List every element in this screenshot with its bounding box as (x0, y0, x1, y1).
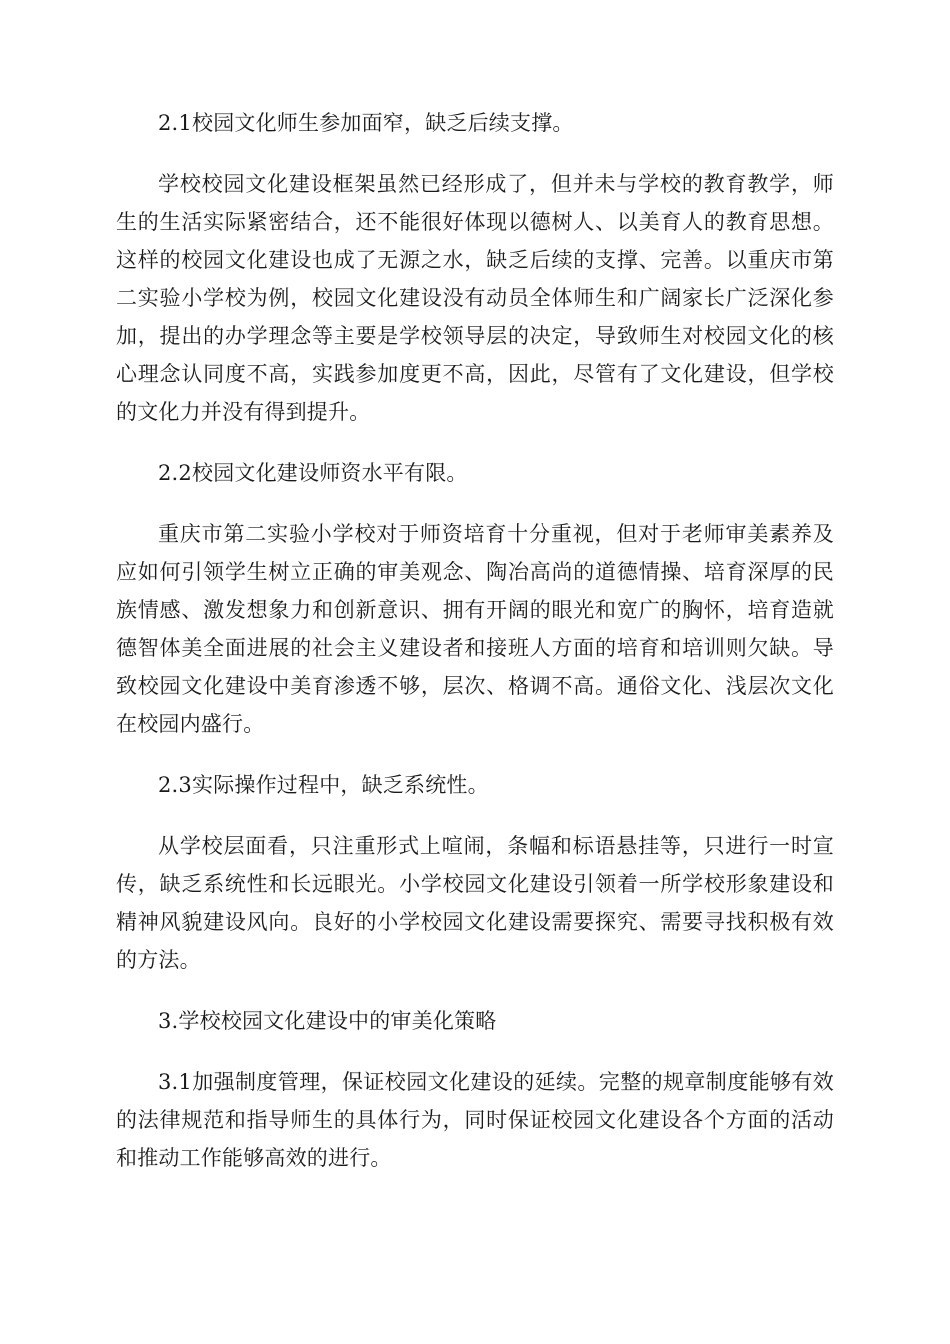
section-heading-2-2: 2.2校园文化建设师资水平有限。 (158, 461, 468, 485)
body-paragraph: 学校校园文化建设框架虽然已经形成了，但并未与学校的教育教学，师生的生活实际紧密结合，还不能很好体现以德树人、以美育人的教育思想。这样的校园文化建设也成了无源之水，缺乏后续的支撑、完善。以重庆市第二实验小学校为例，校园文化建设没有动员全体师生和广阔家长广泛深化参加，提出的办学理念等主要是学校领导层的决定，导致师生对校园文化的核心理念认同度不高，实践参加度更不高，因此，尽管有了文化建设，但学校的文化力并没有得到提升。 (116, 172, 834, 424)
body-paragraph: 从学校层面看，只注重形式上喧闹，条幅和标语悬挂等，只进行一时宣传，缺乏系统性和长远眼光。小学校园文化建设引领着一所学校形象建设和精神风貌建设风向。良好的小学校园文化建设需要探究、需要寻找积极有效的方法。 (116, 834, 834, 972)
body-paragraph: 重庆市第二实验小学校对于师资培育十分重视，但对于老师审美素养及应如何引领学生树立正确的审美观念、陶冶高尚的道德情操、培育深厚的民族情感、激发想象力和创新意识、拥有开阔的眼光和宽广的胸怀，培育造就德智体美全面进展的社会主义建设者和接班人方面的培育和培训则欠缺。导致校园文化建设中美育渗透不够，层次、格调不高。通俗文化、浅层次文化在校园内盛行。 (116, 522, 834, 736)
section-heading-2-1: 2.1校园文化师生参加面窄，缺乏后续支撑。 (158, 111, 574, 135)
section-heading-2-3: 2.3实际操作过程中，缺乏系统性。 (158, 773, 489, 797)
section-heading-3: 3.学校校园文化建设中的审美化策略 (158, 1009, 497, 1033)
document-page (116, 104, 834, 1200)
body-paragraph: 3.1加强制度管理，保证校园文化建设的延续。完整的规章制度能够有效的法律规范和指导师生的具体行为，同时保证校园文化建设各个方面的活动和推动工作能够高效的进行。 (116, 1070, 834, 1170)
